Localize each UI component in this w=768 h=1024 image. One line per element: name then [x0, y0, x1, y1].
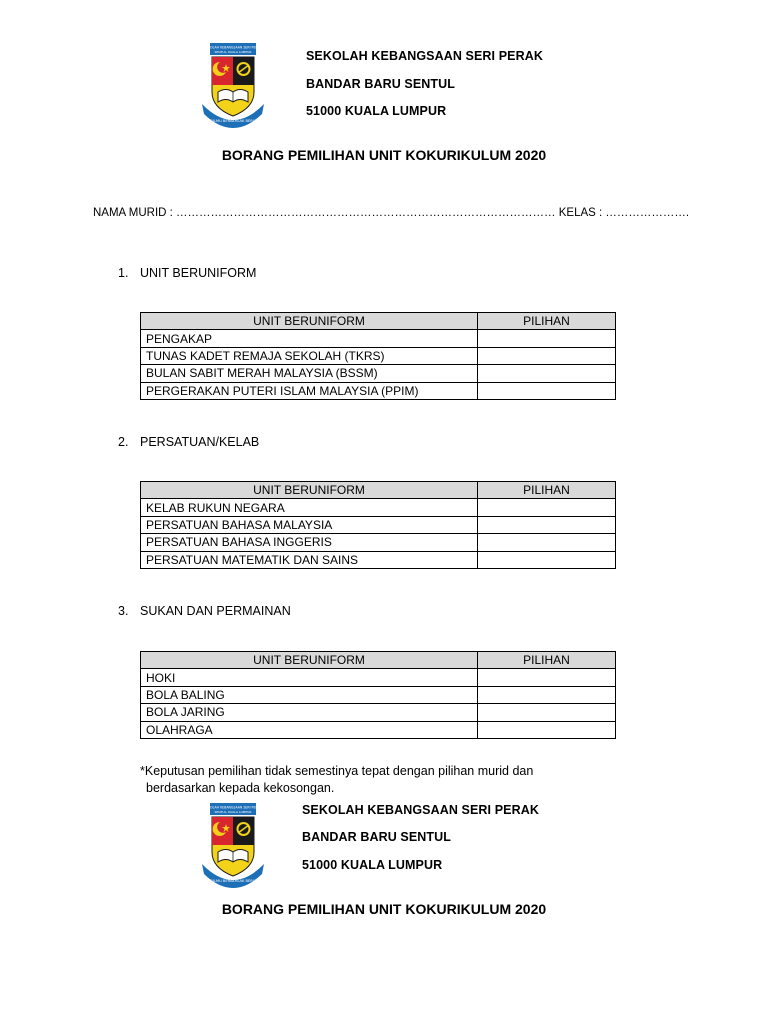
form-title-bottom: BORANG PEMILIHAN UNIT KOKURIKULUM 2020 [221, 901, 547, 917]
section-heading-3 [118, 604, 291, 618]
unit-table-clubs [140, 481, 616, 569]
svg-text:SEKOLAH KEBANGSAAN SERI PERAK: SEKOLAH KEBANGSAAN SERI PERAK [204, 805, 262, 810]
school-address-line2: 51000 KUALA LUMPUR [306, 104, 447, 118]
section-heading-1 [118, 266, 256, 280]
column-header-unit: UNIT BERUNIFORM [141, 652, 478, 669]
school-address-line1: BANDAR BARU SENTUL [306, 77, 456, 91]
column-header-choice: PILIHAN [478, 313, 616, 330]
unit-table-uniform [140, 312, 616, 400]
choice-cell[interactable] [478, 721, 616, 738]
school-crest-icon [200, 800, 312, 896]
table-row [141, 721, 616, 738]
table-header-row [141, 313, 616, 330]
unit-table-sports [140, 651, 616, 739]
column-header-unit: UNIT BERUNIFORM [141, 313, 478, 330]
table-row [141, 551, 616, 568]
unit-name-cell: OLAHRAGA [141, 721, 478, 738]
table-row [141, 686, 616, 703]
choice-cell[interactable] [478, 382, 616, 399]
unit-name-cell: BULAN SABIT MERAH MALAYSIA (BSSM) [141, 365, 478, 382]
svg-text:SENTUL, KUALA LUMPUR: SENTUL, KUALA LUMPUR [214, 50, 252, 54]
section-number: 1. [118, 266, 129, 280]
school-logo-bottom [200, 800, 312, 901]
column-header-choice: PILIHAN [478, 482, 616, 499]
unit-name-cell: KELAB RUKUN NEGARA [141, 499, 478, 516]
table-row [141, 347, 616, 364]
table-row [141, 516, 616, 533]
unit-name-cell: PERSATUAN BAHASA MALAYSIA [141, 516, 478, 533]
choice-cell[interactable] [478, 704, 616, 721]
choice-cell[interactable] [478, 365, 616, 382]
table-row [141, 365, 616, 382]
section-title: SUKAN DAN PERMAINAN [140, 604, 291, 618]
school-name-bottom: SEKOLAH KEBANGSAAN SERI PERAK [302, 803, 539, 817]
school-address-line1-bottom: BANDAR BARU SENTUL [302, 830, 452, 844]
student-name-class-line[interactable]: NAMA MURID : ……………………………………………………………………………………… KELAS : …………………. [93, 207, 690, 219]
table-row [141, 330, 616, 347]
school-crest-icon [200, 40, 312, 136]
svg-text:SENTUL, KUALA LUMPUR: SENTUL, KUALA LUMPUR [214, 810, 252, 814]
section-title: PERSATUAN/KELAB [140, 435, 260, 449]
footnote-line2: berdasarkan kepada kekosongan. [146, 781, 335, 795]
footnote-line1: *Keputusan pemilihan tidak semestinya tepat dengan pilihan murid dan [140, 764, 534, 778]
table-row [141, 669, 616, 686]
section-number: 3. [118, 604, 129, 618]
unit-name-cell: PERSATUAN BAHASA INGGERIS [141, 534, 478, 551]
choice-cell[interactable] [478, 516, 616, 533]
choice-cell[interactable] [478, 499, 616, 516]
unit-name-cell: BOLA BALING [141, 686, 478, 703]
svg-text:BERILMU BERAKHLAK BERJAYA: BERILMU BERAKHLAK BERJAYA [205, 879, 261, 883]
choice-cell[interactable] [478, 534, 616, 551]
choice-cell[interactable] [478, 347, 616, 364]
table-header-row [141, 482, 616, 499]
section-heading-2 [118, 435, 259, 449]
table-row [141, 704, 616, 721]
section-title: UNIT BERUNIFORM [140, 266, 257, 280]
unit-name-cell: HOKI [141, 669, 478, 686]
unit-name-cell: TUNAS KADET REMAJA SEKOLAH (TKRS) [141, 347, 478, 364]
form-title: BORANG PEMILIHAN UNIT KOKURIKULUM 2020 [221, 147, 547, 163]
table-header-row [141, 652, 616, 669]
unit-name-cell: BOLA JARING [141, 704, 478, 721]
school-address-line2-bottom: 51000 KUALA LUMPUR [302, 858, 443, 872]
unit-name-cell: PERGERAKAN PUTERI ISLAM MALAYSIA (PPIM) [141, 382, 478, 399]
svg-text:SEKOLAH KEBANGSAAN SERI PERAK: SEKOLAH KEBANGSAAN SERI PERAK [204, 45, 262, 50]
choice-cell[interactable] [478, 686, 616, 703]
column-header-choice: PILIHAN [478, 652, 616, 669]
column-header-unit: UNIT BERUNIFORM [141, 482, 478, 499]
table-row [141, 499, 616, 516]
section-number: 2. [118, 435, 129, 449]
table-row [141, 534, 616, 551]
svg-text:BERILMU BERAKHLAK BERJAYA: BERILMU BERAKHLAK BERJAYA [205, 119, 261, 123]
choice-cell[interactable] [478, 551, 616, 568]
school-logo [200, 40, 312, 141]
school-name: SEKOLAH KEBANGSAAN SERI PERAK [306, 49, 543, 63]
unit-name-cell: PENGAKAP [141, 330, 478, 347]
unit-name-cell: PERSATUAN MATEMATIK DAN SAINS [141, 551, 478, 568]
choice-cell[interactable] [478, 669, 616, 686]
table-row [141, 382, 616, 399]
choice-cell[interactable] [478, 330, 616, 347]
